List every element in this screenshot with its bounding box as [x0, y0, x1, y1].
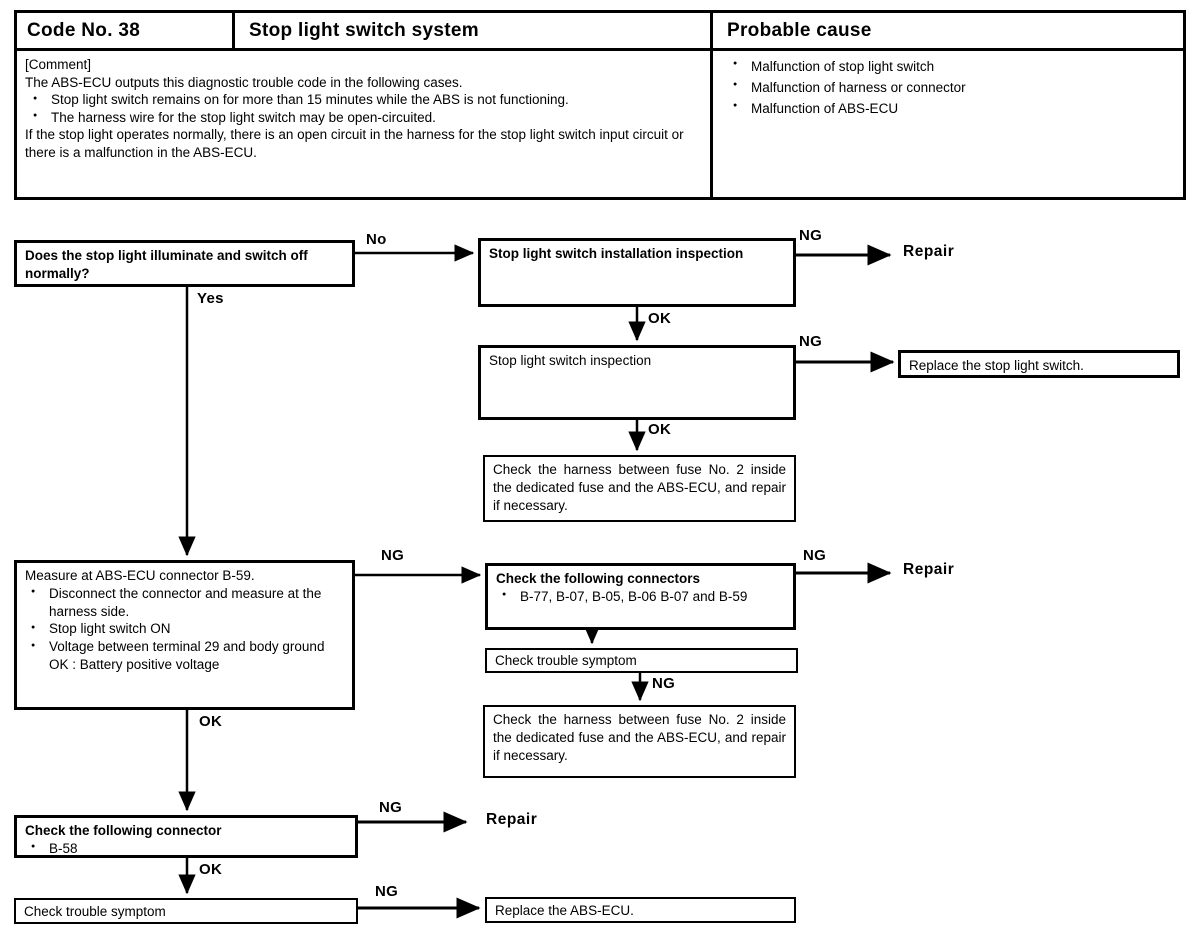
check-connector-bullet — [25, 840, 347, 858]
switch-inspection-box: Stop light switch inspection — [478, 345, 796, 420]
check-connector-bullet-text: B-58 — [49, 840, 78, 856]
branch-label-yes: Yes — [197, 290, 224, 307]
probable-cause-3-text: Malfunction of ABS-ECU — [751, 100, 899, 116]
code-number: Code No. 38 — [17, 13, 235, 51]
measure-bullet-2 — [25, 620, 344, 638]
measure-bullet-3 — [25, 638, 344, 656]
check-harness-box-1: Check the harness between fuse No. 2 inside the dedicated fuse and the ABS-ECU, and repair if necessary. — [483, 455, 796, 522]
branch-label-ng-1: NG — [799, 227, 823, 244]
measure-title: Measure at ABS-ECU connector B-59. — [25, 568, 255, 583]
branch-label-ng-2: NG — [799, 333, 823, 350]
measure-bullet-1 — [25, 585, 344, 621]
branch-label-ok-3: OK — [199, 713, 223, 730]
comment-heading: [Comment] — [25, 57, 92, 72]
question-stop-light-box: Does the stop light illuminate and switch off normally? — [14, 240, 355, 287]
branch-label-ng-5: NG — [652, 675, 676, 692]
check-connectors-bullet-text: B-77, B-07, B-05, B-06 B-07 and B-59 — [520, 588, 748, 604]
check-connectors-title: Check the following connectors — [496, 571, 701, 586]
probable-cause-2-text: Malfunction of harness or connector — [751, 79, 966, 95]
check-harness-box-2: Check the harness between fuse No. 2 inside the dedicated fuse and the ABS-ECU, and repair if necessary. — [483, 705, 796, 778]
repair-result-1: Repair — [903, 243, 955, 260]
comment-bullet-1-text: Stop light switch remains on for more than 15 minutes while the ABS is not functioning. — [51, 92, 569, 108]
measure-bullet-2-text: Stop light switch ON — [49, 621, 171, 637]
branch-label-ng-4: NG — [803, 547, 827, 564]
check-connector-box — [14, 815, 358, 858]
comment-footer: If the stop light operates normally, there is an open circuit in the harness for the stop light switch input circuit or there is a malfunction in the ABS-ECU. — [25, 127, 684, 160]
branch-label-ng-7: NG — [375, 883, 399, 900]
measure-bullet-3-text: Voltage between terminal 29 and body ground — [49, 639, 325, 655]
check-connector-title: Check the following connector — [25, 823, 222, 838]
measure-connector-box — [14, 560, 355, 710]
replace-switch-box: Replace the stop light switch. — [898, 350, 1180, 378]
repair-result-3: Repair — [486, 811, 538, 828]
probable-cause-title: Probable cause — [713, 13, 1183, 51]
system-title: Stop light switch system — [235, 13, 713, 51]
repair-result-2: Repair — [903, 561, 955, 578]
check-connectors-bullet — [496, 588, 785, 606]
measure-bullet-1-text: Disconnect the connector and measure at the harness side. — [49, 585, 322, 619]
measure-ok-criteria: OK : Battery positive voltage — [49, 657, 220, 673]
check-trouble-symptom-box-2: Check trouble symptom — [14, 898, 358, 924]
branch-label-ok-1: OK — [648, 310, 672, 327]
install-inspection-box: Stop light switch installation inspection — [478, 238, 796, 307]
branch-label-ok-4: OK — [199, 861, 223, 878]
comment-bullet-2-text: The harness wire for the stop light switch may be open-circuited. — [51, 109, 436, 125]
branch-label-ok-2: OK — [648, 421, 672, 438]
comment-intro: The ABS-ECU outputs this diagnostic trouble code in the following cases. — [25, 74, 463, 90]
probable-cause-1-text: Malfunction of stop light switch — [751, 59, 935, 74]
check-connectors-box — [485, 563, 796, 630]
branch-label-ng-6: NG — [379, 799, 403, 816]
branch-label-ng-3: NG — [381, 547, 405, 564]
branch-label-no: No — [366, 231, 387, 248]
check-trouble-symptom-box-1: Check trouble symptom — [485, 648, 798, 673]
replace-ecu-box: Replace the ABS-ECU. — [485, 897, 796, 923]
